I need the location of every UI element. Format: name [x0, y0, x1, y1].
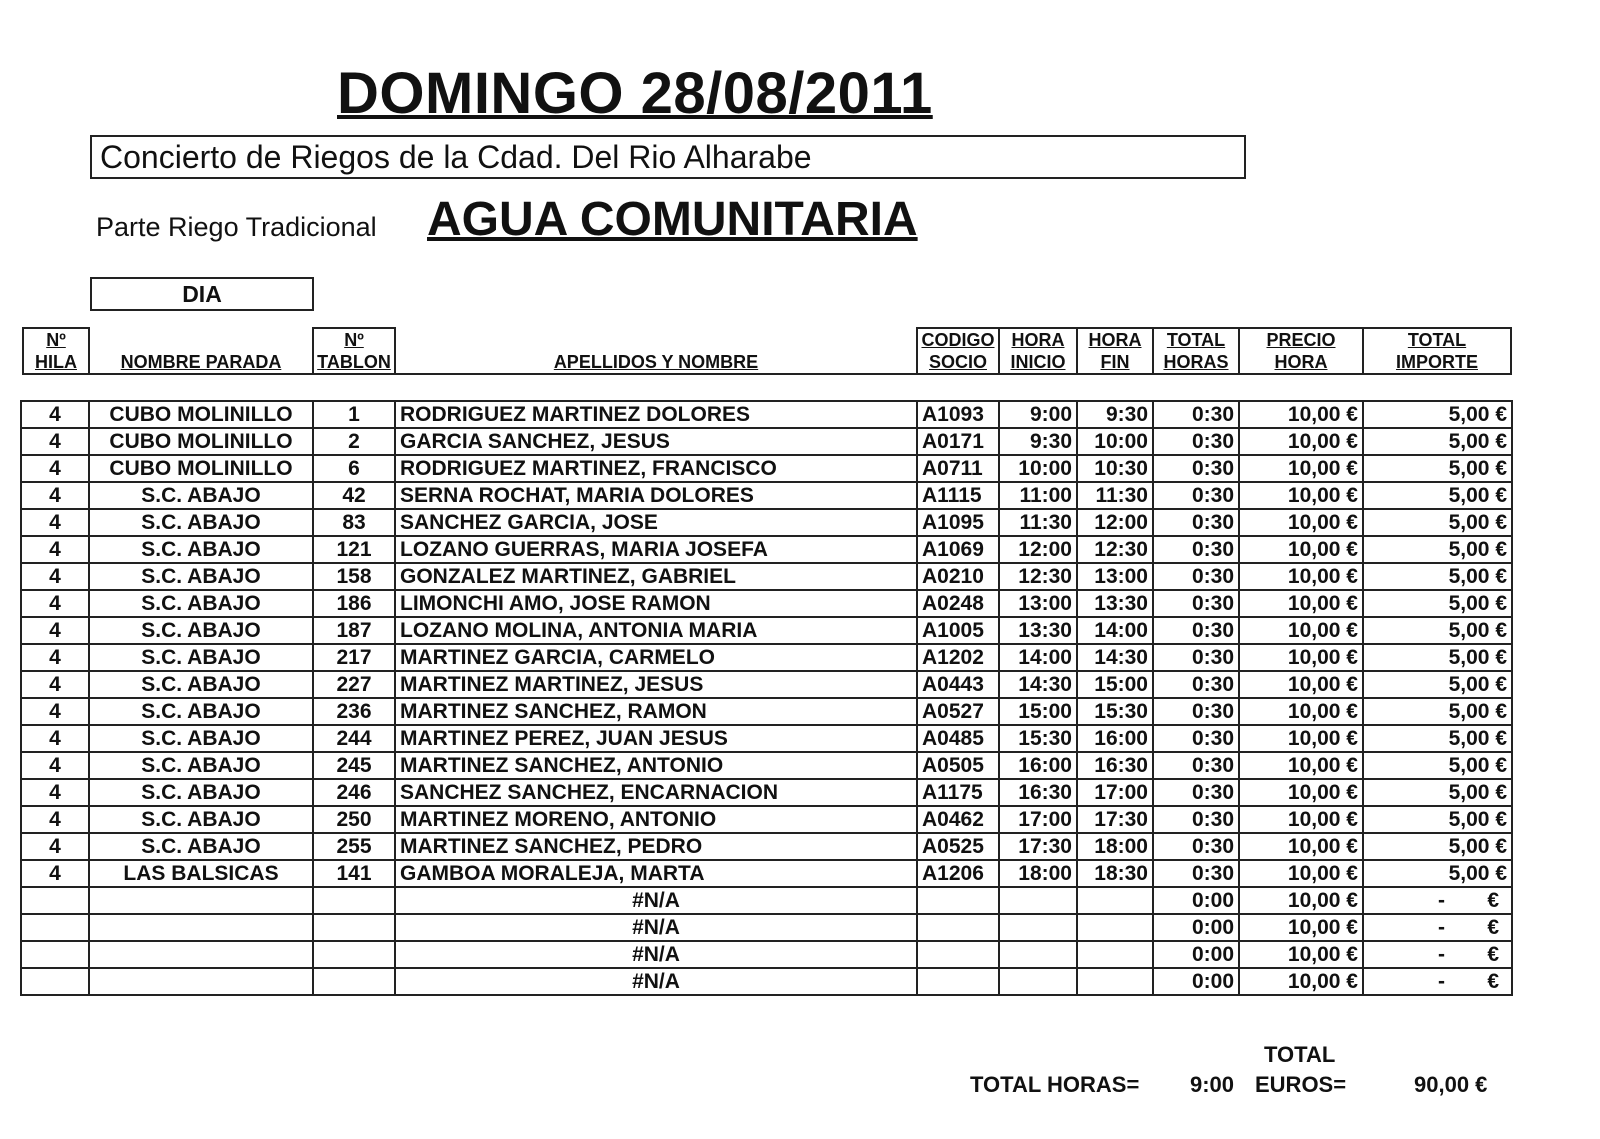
row-codigo: A0443 — [917, 671, 999, 698]
row-precio: 10,00 € — [1239, 725, 1363, 752]
row-hila: 4 — [21, 455, 89, 482]
row-inicio — [999, 887, 1077, 914]
row-tablon: 246 — [313, 779, 395, 806]
row-importe — [1363, 887, 1512, 914]
row-tablon — [313, 968, 395, 995]
row-horas: 0:30 — [1153, 779, 1239, 806]
row-nombre: MARTINEZ MORENO, ANTONIO — [395, 806, 917, 833]
row-fin: 14:00 — [1077, 617, 1153, 644]
header-precio-line2: HORA — [1274, 352, 1328, 372]
table-row — [21, 509, 1512, 536]
row-parada: S.C. ABAJO — [89, 725, 313, 752]
row-precio: 10,00 € — [1239, 428, 1363, 455]
subtitle-box: Concierto de Riegos de la Cdad. Del Rio Alharabe — [90, 135, 1246, 179]
row-importe: 5,00 € — [1363, 428, 1512, 455]
row-nombre: MARTINEZ GARCIA, CARMELO — [395, 644, 917, 671]
row-parada: S.C. ABAJO — [89, 752, 313, 779]
row-nombre: MARTINEZ SANCHEZ, RAMON — [395, 698, 917, 725]
row-tablon — [313, 887, 395, 914]
row-inicio: 13:30 — [999, 617, 1077, 644]
row-parada: S.C. ABAJO — [89, 536, 313, 563]
row-importe: 5,00 € — [1363, 455, 1512, 482]
row-inicio: 15:00 — [999, 698, 1077, 725]
row-fin: 14:30 — [1077, 644, 1153, 671]
row-precio: 10,00 € — [1239, 590, 1363, 617]
row-fin: 17:30 — [1077, 806, 1153, 833]
header-tablon-line1: Nº — [344, 330, 364, 350]
row-hila: 4 — [21, 428, 89, 455]
header-tablon-line2: TABLON — [317, 352, 391, 372]
row-parada: S.C. ABAJO — [89, 698, 313, 725]
row-tablon: 236 — [313, 698, 395, 725]
row-parada: LAS BALSICAS — [89, 860, 313, 887]
row-horas: 0:30 — [1153, 725, 1239, 752]
table-row — [21, 752, 1512, 779]
row-importe: 5,00 € — [1363, 617, 1512, 644]
row-inicio: 9:30 — [999, 428, 1077, 455]
row-fin — [1077, 887, 1153, 914]
row-horas: 0:30 — [1153, 536, 1239, 563]
header-fin-line2: FIN — [1100, 352, 1130, 372]
row-precio: 10,00 € — [1239, 536, 1363, 563]
row-precio: 10,00 € — [1239, 455, 1363, 482]
header-fin-line1: HORA — [1088, 330, 1142, 350]
row-horas: 0:30 — [1153, 482, 1239, 509]
table-row — [21, 428, 1512, 455]
row-importe: 5,00 € — [1363, 563, 1512, 590]
row-importe: 5,00 € — [1363, 698, 1512, 725]
total-horas-label: TOTAL HORAS= — [970, 1072, 1140, 1097]
header-total-horas-line1: TOTAL — [1166, 330, 1226, 350]
table-row — [21, 860, 1512, 887]
row-codigo: A0505 — [917, 752, 999, 779]
table-row — [21, 401, 1512, 428]
row-importe: 5,00 € — [1363, 644, 1512, 671]
row-codigo — [917, 941, 999, 968]
row-parada: S.C. ABAJO — [89, 671, 313, 698]
row-codigo: A1206 — [917, 860, 999, 887]
header-codigo — [916, 327, 1000, 375]
row-tablon: 121 — [313, 536, 395, 563]
header-inicio — [998, 327, 1078, 375]
row-hila: 4 — [21, 644, 89, 671]
header-total-horas — [1152, 327, 1240, 375]
row-hila — [21, 887, 89, 914]
row-codigo: A0171 — [917, 428, 999, 455]
row-inicio: 14:00 — [999, 644, 1077, 671]
row-nombre: GARCIA SANCHEZ, JESUS — [395, 428, 917, 455]
row-nombre: MARTINEZ PEREZ, JUAN JESUS — [395, 725, 917, 752]
row-tablon — [313, 914, 395, 941]
row-tablon: 244 — [313, 725, 395, 752]
row-codigo: A0527 — [917, 698, 999, 725]
row-inicio — [999, 941, 1077, 968]
row-hila — [21, 968, 89, 995]
row-importe: 5,00 € — [1363, 752, 1512, 779]
table-row-empty — [21, 914, 1512, 941]
table-row — [21, 779, 1512, 806]
row-precio: 10,00 € — [1239, 644, 1363, 671]
header-nombre-line1: APELLIDOS Y NOMBRE — [553, 352, 759, 372]
row-nombre: LIMONCHI AMO, JOSE RAMON — [395, 590, 917, 617]
parte-title: AGUA COMUNITARIA — [427, 193, 918, 246]
row-fin: 9:30 — [1077, 401, 1153, 428]
row-horas: 0:30 — [1153, 752, 1239, 779]
header-inicio-line1: HORA — [1011, 330, 1065, 350]
parte-label: Parte Riego Tradicional — [96, 212, 377, 242]
row-importe — [1363, 914, 1512, 941]
row-parada: S.C. ABAJO — [89, 617, 313, 644]
row-importe: 5,00 € — [1363, 806, 1512, 833]
row-nombre: RODRIGUEZ MARTINEZ DOLORES — [395, 401, 917, 428]
header-nombre — [394, 351, 918, 375]
row-importe: 5,00 € — [1363, 509, 1512, 536]
row-hila: 4 — [21, 833, 89, 860]
row-fin: 15:00 — [1077, 671, 1153, 698]
row-horas: 0:30 — [1153, 833, 1239, 860]
header-fin — [1076, 327, 1154, 375]
row-importe: 5,00 € — [1363, 671, 1512, 698]
row-tablon: 187 — [313, 617, 395, 644]
row-codigo: A1095 — [917, 509, 999, 536]
row-importe — [1363, 968, 1512, 995]
row-importe: 5,00 € — [1363, 401, 1512, 428]
row-precio: 10,00 € — [1239, 914, 1363, 941]
header-precio-line1: PRECIO — [1266, 330, 1336, 350]
row-parada — [89, 887, 313, 914]
row-codigo: A0248 — [917, 590, 999, 617]
row-fin: 13:00 — [1077, 563, 1153, 590]
importe-euro: € — [1487, 970, 1499, 993]
row-importe: 5,00 € — [1363, 536, 1512, 563]
row-precio: 10,00 € — [1239, 671, 1363, 698]
row-precio: 10,00 € — [1239, 887, 1363, 914]
row-inicio: 11:00 — [999, 482, 1077, 509]
header-parada-line1: NOMBRE PARADA — [120, 352, 282, 372]
row-precio: 10,00 € — [1239, 752, 1363, 779]
row-parada — [89, 941, 313, 968]
row-fin: 10:00 — [1077, 428, 1153, 455]
row-fin: 12:30 — [1077, 536, 1153, 563]
riego-table — [20, 400, 1513, 996]
row-hila: 4 — [21, 806, 89, 833]
row-nombre: #N/A — [395, 914, 917, 941]
row-hila: 4 — [21, 482, 89, 509]
row-fin: 16:00 — [1077, 725, 1153, 752]
row-nombre: MARTINEZ SANCHEZ, PEDRO — [395, 833, 917, 860]
table-row — [21, 563, 1512, 590]
header-hila-line2: HILA — [35, 352, 77, 372]
row-parada: S.C. ABAJO — [89, 509, 313, 536]
table-row — [21, 644, 1512, 671]
dia-box: DIA — [90, 277, 314, 311]
table-row — [21, 698, 1512, 725]
row-horas: 0:30 — [1153, 590, 1239, 617]
importe-dash: - — [1438, 970, 1445, 993]
row-importe: 5,00 € — [1363, 860, 1512, 887]
row-codigo — [917, 968, 999, 995]
row-tablon: 255 — [313, 833, 395, 860]
row-nombre: LOZANO MOLINA, ANTONIA MARIA — [395, 617, 917, 644]
row-parada: S.C. ABAJO — [89, 563, 313, 590]
importe-dash: - — [1438, 916, 1445, 939]
row-nombre: SERNA ROCHAT, MARIA DOLORES — [395, 482, 917, 509]
row-horas: 0:00 — [1153, 887, 1239, 914]
row-tablon: 83 — [313, 509, 395, 536]
table-row — [21, 455, 1512, 482]
row-nombre: #N/A — [395, 968, 917, 995]
row-hila — [21, 941, 89, 968]
row-precio: 10,00 € — [1239, 968, 1363, 995]
row-parada: S.C. ABAJO — [89, 779, 313, 806]
row-codigo: A0711 — [917, 455, 999, 482]
row-nombre: GAMBOA MORALEJA, MARTA — [395, 860, 917, 887]
row-precio: 10,00 € — [1239, 806, 1363, 833]
row-horas: 0:30 — [1153, 617, 1239, 644]
total-euros-value: 90,00 € — [1414, 1072, 1488, 1097]
table-row-empty — [21, 968, 1512, 995]
row-precio: 10,00 € — [1239, 833, 1363, 860]
row-horas: 0:30 — [1153, 563, 1239, 590]
row-horas: 0:30 — [1153, 698, 1239, 725]
row-horas: 0:30 — [1153, 644, 1239, 671]
row-codigo: A0525 — [917, 833, 999, 860]
row-fin: 15:30 — [1077, 698, 1153, 725]
row-precio: 10,00 € — [1239, 860, 1363, 887]
row-nombre: MARTINEZ MARTINEZ, JESUS — [395, 671, 917, 698]
header-codigo-line2: SOCIO — [928, 352, 987, 372]
header-inicio-line2: INICIO — [1010, 352, 1066, 372]
row-hila: 4 — [21, 563, 89, 590]
row-precio: 10,00 € — [1239, 779, 1363, 806]
row-hila: 4 — [21, 590, 89, 617]
row-importe — [1363, 941, 1512, 968]
row-horas: 0:30 — [1153, 806, 1239, 833]
importe-euro: € — [1487, 916, 1499, 939]
row-hila — [21, 914, 89, 941]
row-codigo: A1115 — [917, 482, 999, 509]
row-hila: 4 — [21, 401, 89, 428]
row-inicio: 15:30 — [999, 725, 1077, 752]
row-parada: CUBO MOLINILLO — [89, 428, 313, 455]
row-horas: 0:30 — [1153, 428, 1239, 455]
row-hila: 4 — [21, 698, 89, 725]
row-inicio: 12:00 — [999, 536, 1077, 563]
table-row — [21, 617, 1512, 644]
row-nombre: SANCHEZ SANCHEZ, ENCARNACION — [395, 779, 917, 806]
table-row — [21, 725, 1512, 752]
row-codigo: A1175 — [917, 779, 999, 806]
row-parada: S.C. ABAJO — [89, 833, 313, 860]
row-importe: 5,00 € — [1363, 482, 1512, 509]
row-horas: 0:00 — [1153, 914, 1239, 941]
row-importe: 5,00 € — [1363, 779, 1512, 806]
row-inicio: 11:30 — [999, 509, 1077, 536]
total-euros-label-2: EUROS= — [1255, 1072, 1347, 1097]
row-codigo — [917, 914, 999, 941]
row-tablon: 250 — [313, 806, 395, 833]
row-hila: 4 — [21, 752, 89, 779]
row-importe: 5,00 € — [1363, 590, 1512, 617]
row-precio: 10,00 € — [1239, 563, 1363, 590]
row-codigo: A0462 — [917, 806, 999, 833]
header-importe — [1362, 327, 1512, 375]
table-row — [21, 833, 1512, 860]
row-tablon: 1 — [313, 401, 395, 428]
row-tablon: 186 — [313, 590, 395, 617]
header-tablon — [312, 327, 396, 375]
row-tablon: 141 — [313, 860, 395, 887]
row-inicio: 17:00 — [999, 806, 1077, 833]
row-inicio: 13:00 — [999, 590, 1077, 617]
row-codigo: A1093 — [917, 401, 999, 428]
row-precio: 10,00 € — [1239, 941, 1363, 968]
row-precio: 10,00 € — [1239, 698, 1363, 725]
row-nombre: GONZALEZ MARTINEZ, GABRIEL — [395, 563, 917, 590]
row-tablon: 245 — [313, 752, 395, 779]
row-hila: 4 — [21, 860, 89, 887]
row-inicio: 9:00 — [999, 401, 1077, 428]
row-hila: 4 — [21, 671, 89, 698]
row-parada — [89, 968, 313, 995]
table-row-empty — [21, 941, 1512, 968]
row-inicio: 17:30 — [999, 833, 1077, 860]
row-hila: 4 — [21, 725, 89, 752]
row-hila: 4 — [21, 536, 89, 563]
row-nombre: #N/A — [395, 941, 917, 968]
row-inicio — [999, 968, 1077, 995]
header-parada — [88, 351, 314, 375]
header-precio — [1238, 327, 1364, 375]
row-inicio: 14:30 — [999, 671, 1077, 698]
row-fin — [1077, 914, 1153, 941]
row-horas: 0:00 — [1153, 941, 1239, 968]
row-fin: 18:30 — [1077, 860, 1153, 887]
row-fin: 13:30 — [1077, 590, 1153, 617]
table-row-empty — [21, 887, 1512, 914]
row-tablon — [313, 941, 395, 968]
row-parada: CUBO MOLINILLO — [89, 401, 313, 428]
importe-dash: - — [1438, 943, 1445, 966]
row-tablon: 158 — [313, 563, 395, 590]
row-precio: 10,00 € — [1239, 509, 1363, 536]
row-importe: 5,00 € — [1363, 725, 1512, 752]
row-importe: 5,00 € — [1363, 833, 1512, 860]
row-horas: 0:00 — [1153, 968, 1239, 995]
row-codigo: A1005 — [917, 617, 999, 644]
row-codigo: A0210 — [917, 563, 999, 590]
table-row — [21, 806, 1512, 833]
row-nombre: SANCHEZ GARCIA, JOSE — [395, 509, 917, 536]
row-hila: 4 — [21, 509, 89, 536]
total-horas-value: 9:00 — [1190, 1072, 1235, 1097]
importe-euro: € — [1487, 889, 1499, 912]
row-fin — [1077, 968, 1153, 995]
importe-euro: € — [1487, 943, 1499, 966]
row-fin — [1077, 941, 1153, 968]
row-parada: S.C. ABAJO — [89, 644, 313, 671]
table-row — [21, 671, 1512, 698]
table-row — [21, 536, 1512, 563]
row-fin: 18:00 — [1077, 833, 1153, 860]
row-parada — [89, 914, 313, 941]
row-parada: S.C. ABAJO — [89, 590, 313, 617]
row-tablon: 2 — [313, 428, 395, 455]
header-total-horas-line2: HORAS — [1163, 352, 1229, 372]
table-body — [21, 401, 1512, 995]
row-inicio: 16:00 — [999, 752, 1077, 779]
row-fin: 10:30 — [1077, 455, 1153, 482]
row-nombre: MARTINEZ SANCHEZ, ANTONIO — [395, 752, 917, 779]
row-parada: CUBO MOLINILLO — [89, 455, 313, 482]
row-hila: 4 — [21, 779, 89, 806]
row-tablon: 6 — [313, 455, 395, 482]
row-horas: 0:30 — [1153, 509, 1239, 536]
row-inicio: 16:30 — [999, 779, 1077, 806]
row-nombre: LOZANO GUERRAS, MARIA JOSEFA — [395, 536, 917, 563]
row-hila: 4 — [21, 617, 89, 644]
row-nombre: #N/A — [395, 887, 917, 914]
row-parada: S.C. ABAJO — [89, 482, 313, 509]
row-codigo: A1069 — [917, 536, 999, 563]
row-fin: 11:30 — [1077, 482, 1153, 509]
row-codigo: A1202 — [917, 644, 999, 671]
row-inicio: 12:30 — [999, 563, 1077, 590]
row-tablon: 42 — [313, 482, 395, 509]
header-codigo-line1: CODIGO — [921, 330, 995, 350]
row-horas: 0:30 — [1153, 401, 1239, 428]
row-precio: 10,00 € — [1239, 617, 1363, 644]
row-nombre: RODRIGUEZ MARTINEZ, FRANCISCO — [395, 455, 917, 482]
row-inicio: 10:00 — [999, 455, 1077, 482]
header-hila — [22, 327, 90, 375]
total-euros-label-1: TOTAL — [1264, 1042, 1336, 1067]
row-tablon: 217 — [313, 644, 395, 671]
page-title: DOMINGO 28/08/2011 — [337, 61, 933, 126]
header-importe-line2: IMPORTE — [1395, 352, 1478, 372]
row-tablon: 227 — [313, 671, 395, 698]
row-parada: S.C. ABAJO — [89, 806, 313, 833]
row-precio: 10,00 € — [1239, 482, 1363, 509]
row-codigo: A0485 — [917, 725, 999, 752]
header-importe-line1: TOTAL — [1407, 330, 1467, 350]
row-inicio: 18:00 — [999, 860, 1077, 887]
header-hila-line1: Nº — [46, 330, 66, 350]
row-inicio — [999, 914, 1077, 941]
row-horas: 0:30 — [1153, 455, 1239, 482]
row-fin: 16:30 — [1077, 752, 1153, 779]
row-precio: 10,00 € — [1239, 401, 1363, 428]
row-codigo — [917, 887, 999, 914]
row-fin: 12:00 — [1077, 509, 1153, 536]
row-horas: 0:30 — [1153, 860, 1239, 887]
row-fin: 17:00 — [1077, 779, 1153, 806]
importe-dash: - — [1438, 889, 1445, 912]
table-row — [21, 590, 1512, 617]
row-horas: 0:30 — [1153, 671, 1239, 698]
table-row — [21, 482, 1512, 509]
